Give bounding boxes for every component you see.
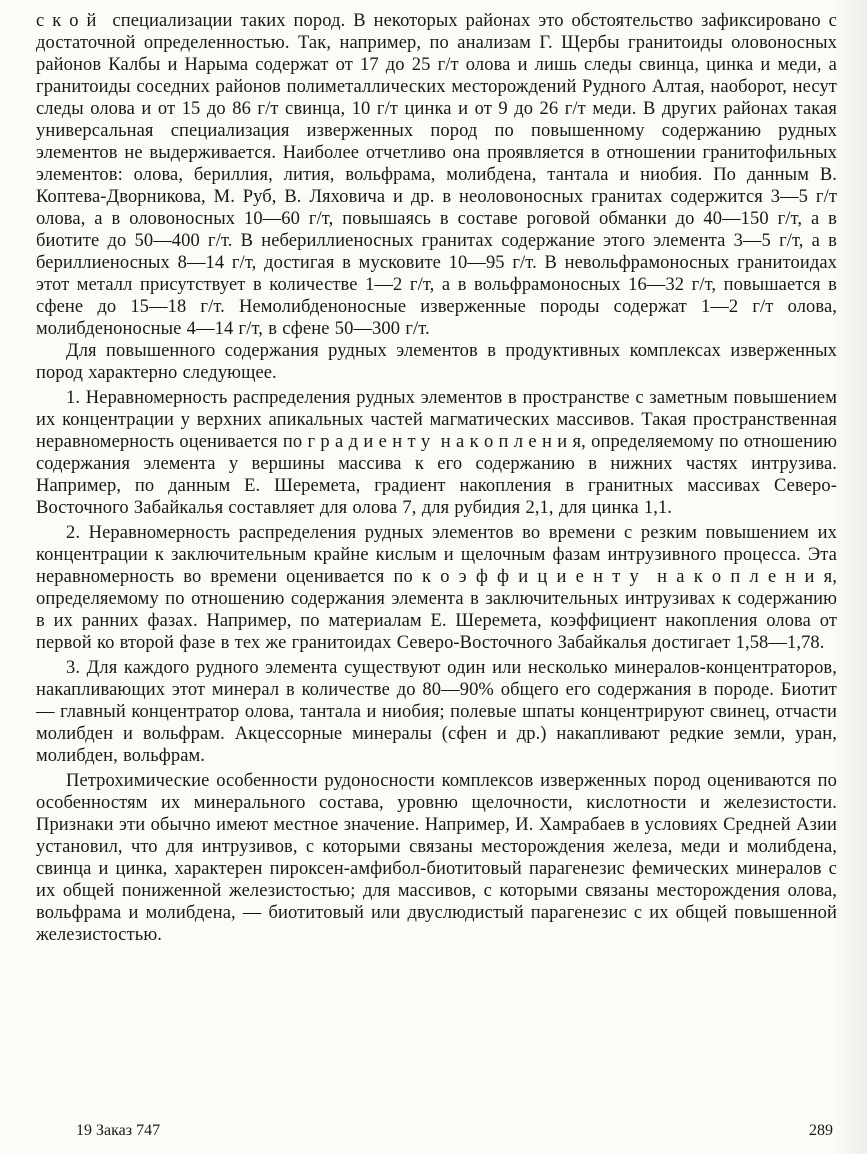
page-text bbox=[36, 10, 837, 946]
list-item-2: 2. Неравномерность распределения рудных элементов во времени с резким повышением их концентрации к заключительным крайне кислым и щелочным фазам интрузивного процесса. Эта неравномерность во времени оценивается по к о э ф ф и ц и е н т у н а к о п л е н и я, определяемому по отношению содержания элемента в заключительных интрузивах к содержанию в их ранних фазах. Например, по материалам Е. Шеремета, коэффициент накопления олова от первой ко второй фазе в тех же гранитоидах Северо-Восточного Забайкалья достигает 1,58—1,78. bbox=[36, 523, 837, 653]
paragraph-final: Петрохимические особенности рудоносности комплексов изверженных пород оцениваются по особенностям их минерального состава, уровню щелочности, кислотности и железистости. Признаки эти обычно имеют местное значение. Например, И. Хамрабаев в условиях Средней Азии установил, что для интрузивов, с которыми связаны месторождения железа, меди и молибдена, свинца и цинка, характерен пироксен-амфибол-биотитовый парагенезис фемических минералов с их общей пониженной железистостью; для массивов, с которыми связаны месторождения олова, вольфрама и молибдена, — биотитовый или двуслюдистый парагенезис с их общей повышенной железистостью. bbox=[36, 771, 837, 945]
paragraph-intro: Для повышенного содержания рудных элементов в продуктивных комплексах изверженных пород характерно следующее. bbox=[36, 341, 837, 383]
list-item-1: 1. Неравномерность распределения рудных элементов в пространстве с заметным повышением их концентрации у верхних апикальных частей магматических массивов. Такая пространственная неравномерность оценивается по г р а д и е н т у н а к о п л е н и я, определяемому по отношению содержания элемента у вершины массива к его содержанию в нижних частях интрузива. Например, по данным Е. Шеремета, градиент накопления в гранитных массивах Северо-Восточного Забайкалья составляет для олова 7, для рубидия 2,1, для цинка 1,1. bbox=[36, 388, 837, 518]
page-number: 289 bbox=[809, 1122, 833, 1139]
paragraph-continuation: с к о й специализации таких пород. В некоторых районах это обстоятельство зафиксировано с достаточной определенностью. Так, например, по анализам Г. Щербы гранитоиды оловоносных районов Калбы и Нарыма содержат от 17 до 25 г/т олова и лишь следы свинца, цинка и меди, а гранитоиды соседних районов полиметаллических месторождений Рудного Алтая, наоборот, несут следы олова и от 15 до 86 г/т свинца, 10 г/т цинка и от 9 до 26 г/т меди. В других районах такая универсальная специализация изверженных пород по повышенному содержанию рудных элементов не выдерживается. Наиболее отчетливо она проявляется в отношении гранитофильных элементов: олова, бериллия, лития, вольфрама, молибдена, тантала и ниобия. По данным В. Коптева-Дворникова, М. Руб, В. Ляховича и др. в неоловоносных гранитах содержится 3—5 г/т олова, а в оловоносных 10—60 г/т, повышаясь в составе роговой обманки до 40—150 г/т, а в биотите до 50—400 г/т. В небериллиеносных гранитах содержание этого элемента 3—5 г/т, а в бериллиеносных 8—14 г/т, достигая в мусковите 10—95 г/т. В невольфрамоносных гранитоидах этот металл присутствует в количестве 1—2 г/т, а в вольфрамоносных 16—32 г/т, повышается в сфене до 15—18 г/т. Немолибденоносные изверженные породы содержат 1—2 г/т олова, молибденоносные 4—14 г/т, в сфене 50—300 г/т. bbox=[36, 11, 837, 339]
list-item-3: 3. Для каждого рудного элемента существуют один или несколько минералов-концентраторов, накапливающих этот минерал в количестве до 80—90% общего его содержания в породе. Биотит — главный концентратор олова, тантала и ниобия; полевые шпаты концентрируют свинец, отчасти молибден и вольфрам. Акцессорные минералы (сфен и др.) накапливают редкие земли, уран, молибден, вольфрам. bbox=[36, 658, 837, 766]
print-order-note: 19 Заказ 747 bbox=[76, 1122, 161, 1139]
page-footer bbox=[36, 1122, 833, 1140]
